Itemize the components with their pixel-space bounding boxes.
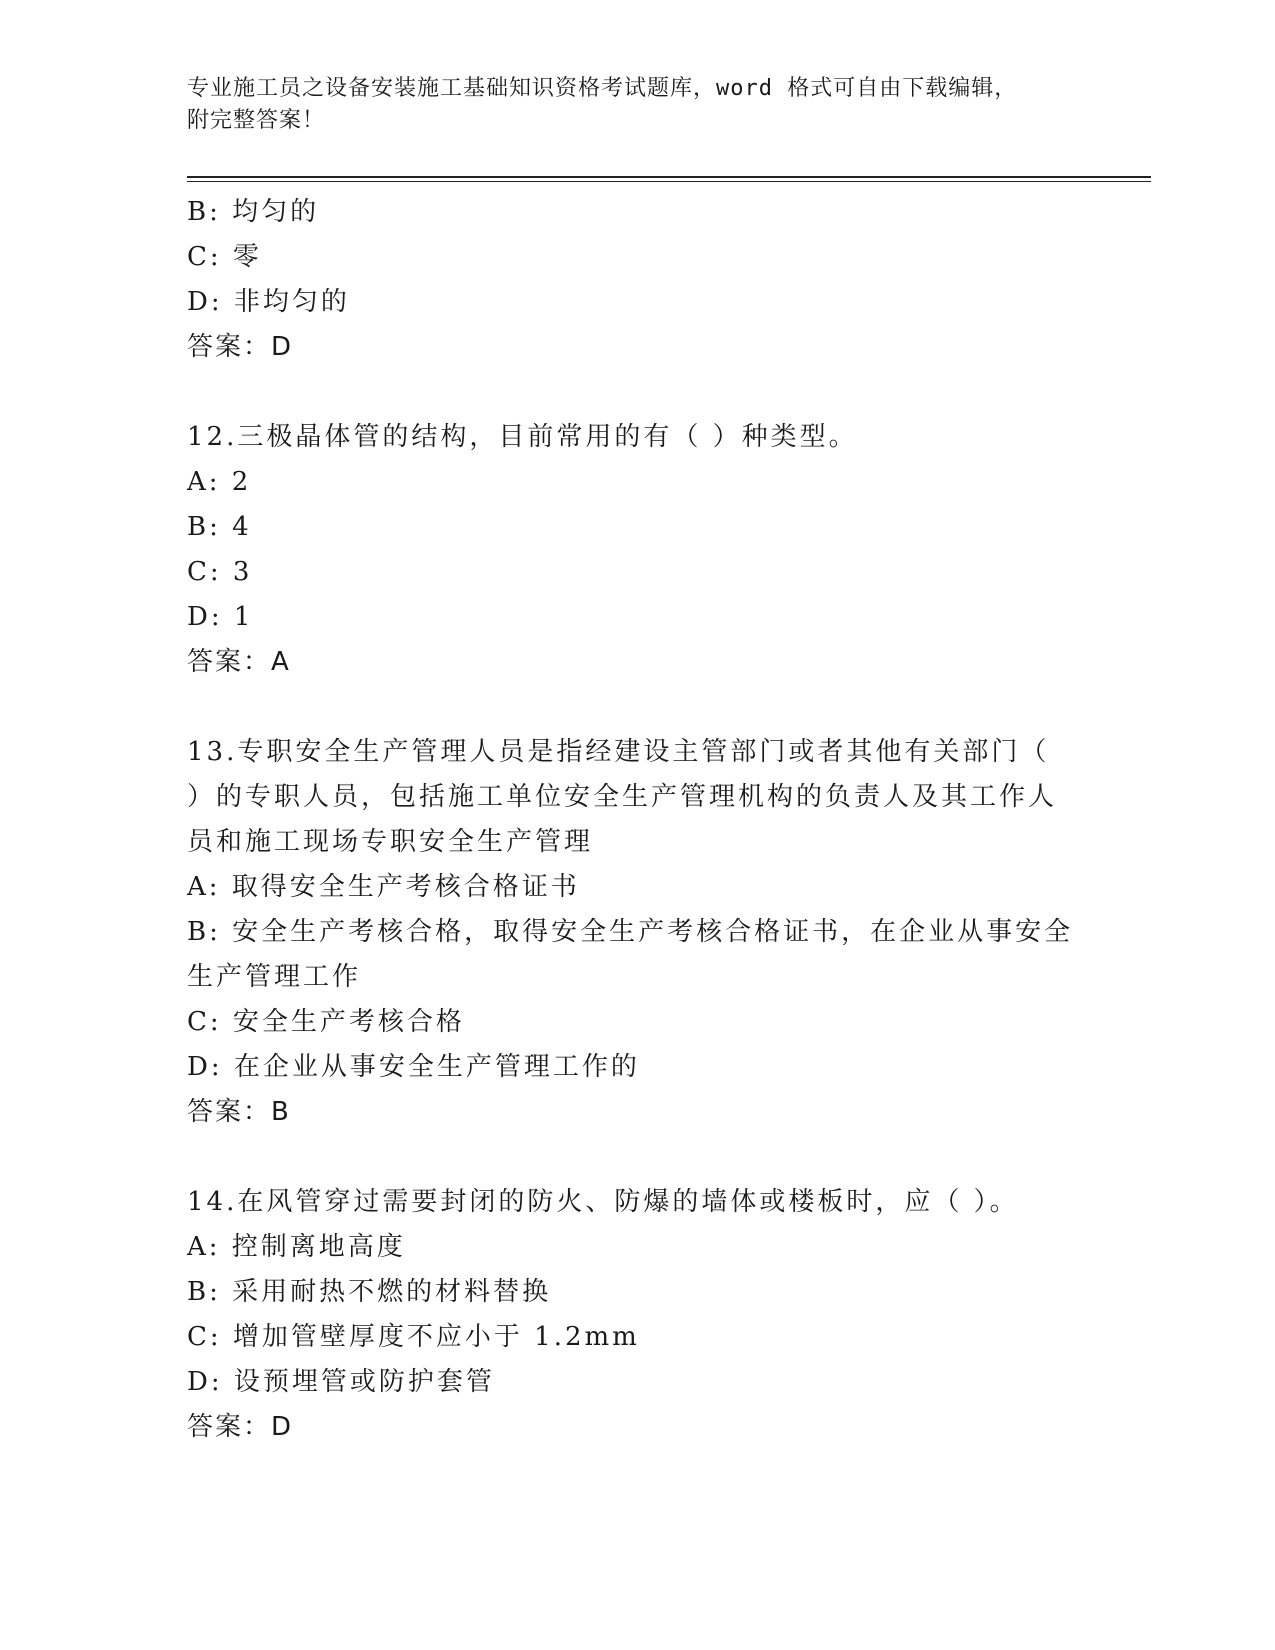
option-b-continued: 生产管理工作: [187, 962, 362, 992]
question-stem-line-1: 13.专职安全生产管理人员是指经建设主管部门或者其他有关部门（: [187, 737, 1050, 767]
option-a: A: 控制离地高度: [187, 1232, 406, 1262]
spacer: [187, 685, 1087, 730]
question-stem: 12.三极晶体管的结构，目前常用的有（ ）种类型。: [187, 422, 858, 452]
header-rule-thin: [187, 181, 1151, 182]
answer-line: 答案：D: [187, 1412, 294, 1442]
question-11-tail: [187, 190, 1087, 370]
option-c: C: 3: [187, 557, 253, 587]
question-stem: 14.在风管穿过需要封闭的防火、防爆的墙体或楼板时，应（ ）。: [187, 1187, 1019, 1217]
answer-line: 答案：D: [187, 332, 294, 362]
header-rule-thick: [187, 176, 1151, 178]
question-12: [187, 415, 1087, 685]
answer-line: 答案：B: [187, 1097, 291, 1127]
spacer: [187, 370, 1087, 415]
option-c: C: 安全生产考核合格: [187, 1007, 465, 1037]
option-a: A: 取得安全生产考核合格证书: [187, 872, 580, 902]
option-b: B: 安全生产考核合格，取得安全生产考核合格证书，在企业从事安全: [187, 917, 1074, 947]
question-stem-line-2: ）的专职人员，包括施工单位安全生产管理机构的负责人及其工作人: [187, 782, 1058, 812]
option-c: C: 零: [187, 242, 262, 272]
option-a: A: 2: [187, 467, 252, 497]
question-stem-line-3: 员和施工现场专职安全生产管理: [187, 827, 594, 857]
option-b: B: 均匀的: [187, 197, 320, 227]
option-d: D: 非均匀的: [187, 287, 350, 317]
question-13: [187, 730, 1087, 1135]
option-d: D: 1: [187, 602, 254, 632]
option-b: B: 采用耐热不燃的材料替换: [187, 1277, 552, 1307]
spacer: [187, 1135, 1087, 1180]
answer-line: 答案：A: [187, 647, 291, 677]
option-b: B: 4: [187, 512, 252, 542]
option-c: C: 增加管壁厚度不应小于 1.2mm: [187, 1322, 640, 1352]
document-header: [187, 73, 1087, 137]
question-14: [187, 1180, 1087, 1450]
option-d: D: 在企业从事安全生产管理工作的: [187, 1052, 640, 1082]
question-list: [187, 190, 1087, 1450]
option-d: D: 设预埋管或防护套管: [187, 1367, 495, 1397]
header-line-2: 附完整答案！: [187, 108, 326, 133]
header-line-1: 专业施工员之设备安装施工基础知识资格考试题库，word 格式可自由下载编辑，: [187, 76, 1018, 101]
